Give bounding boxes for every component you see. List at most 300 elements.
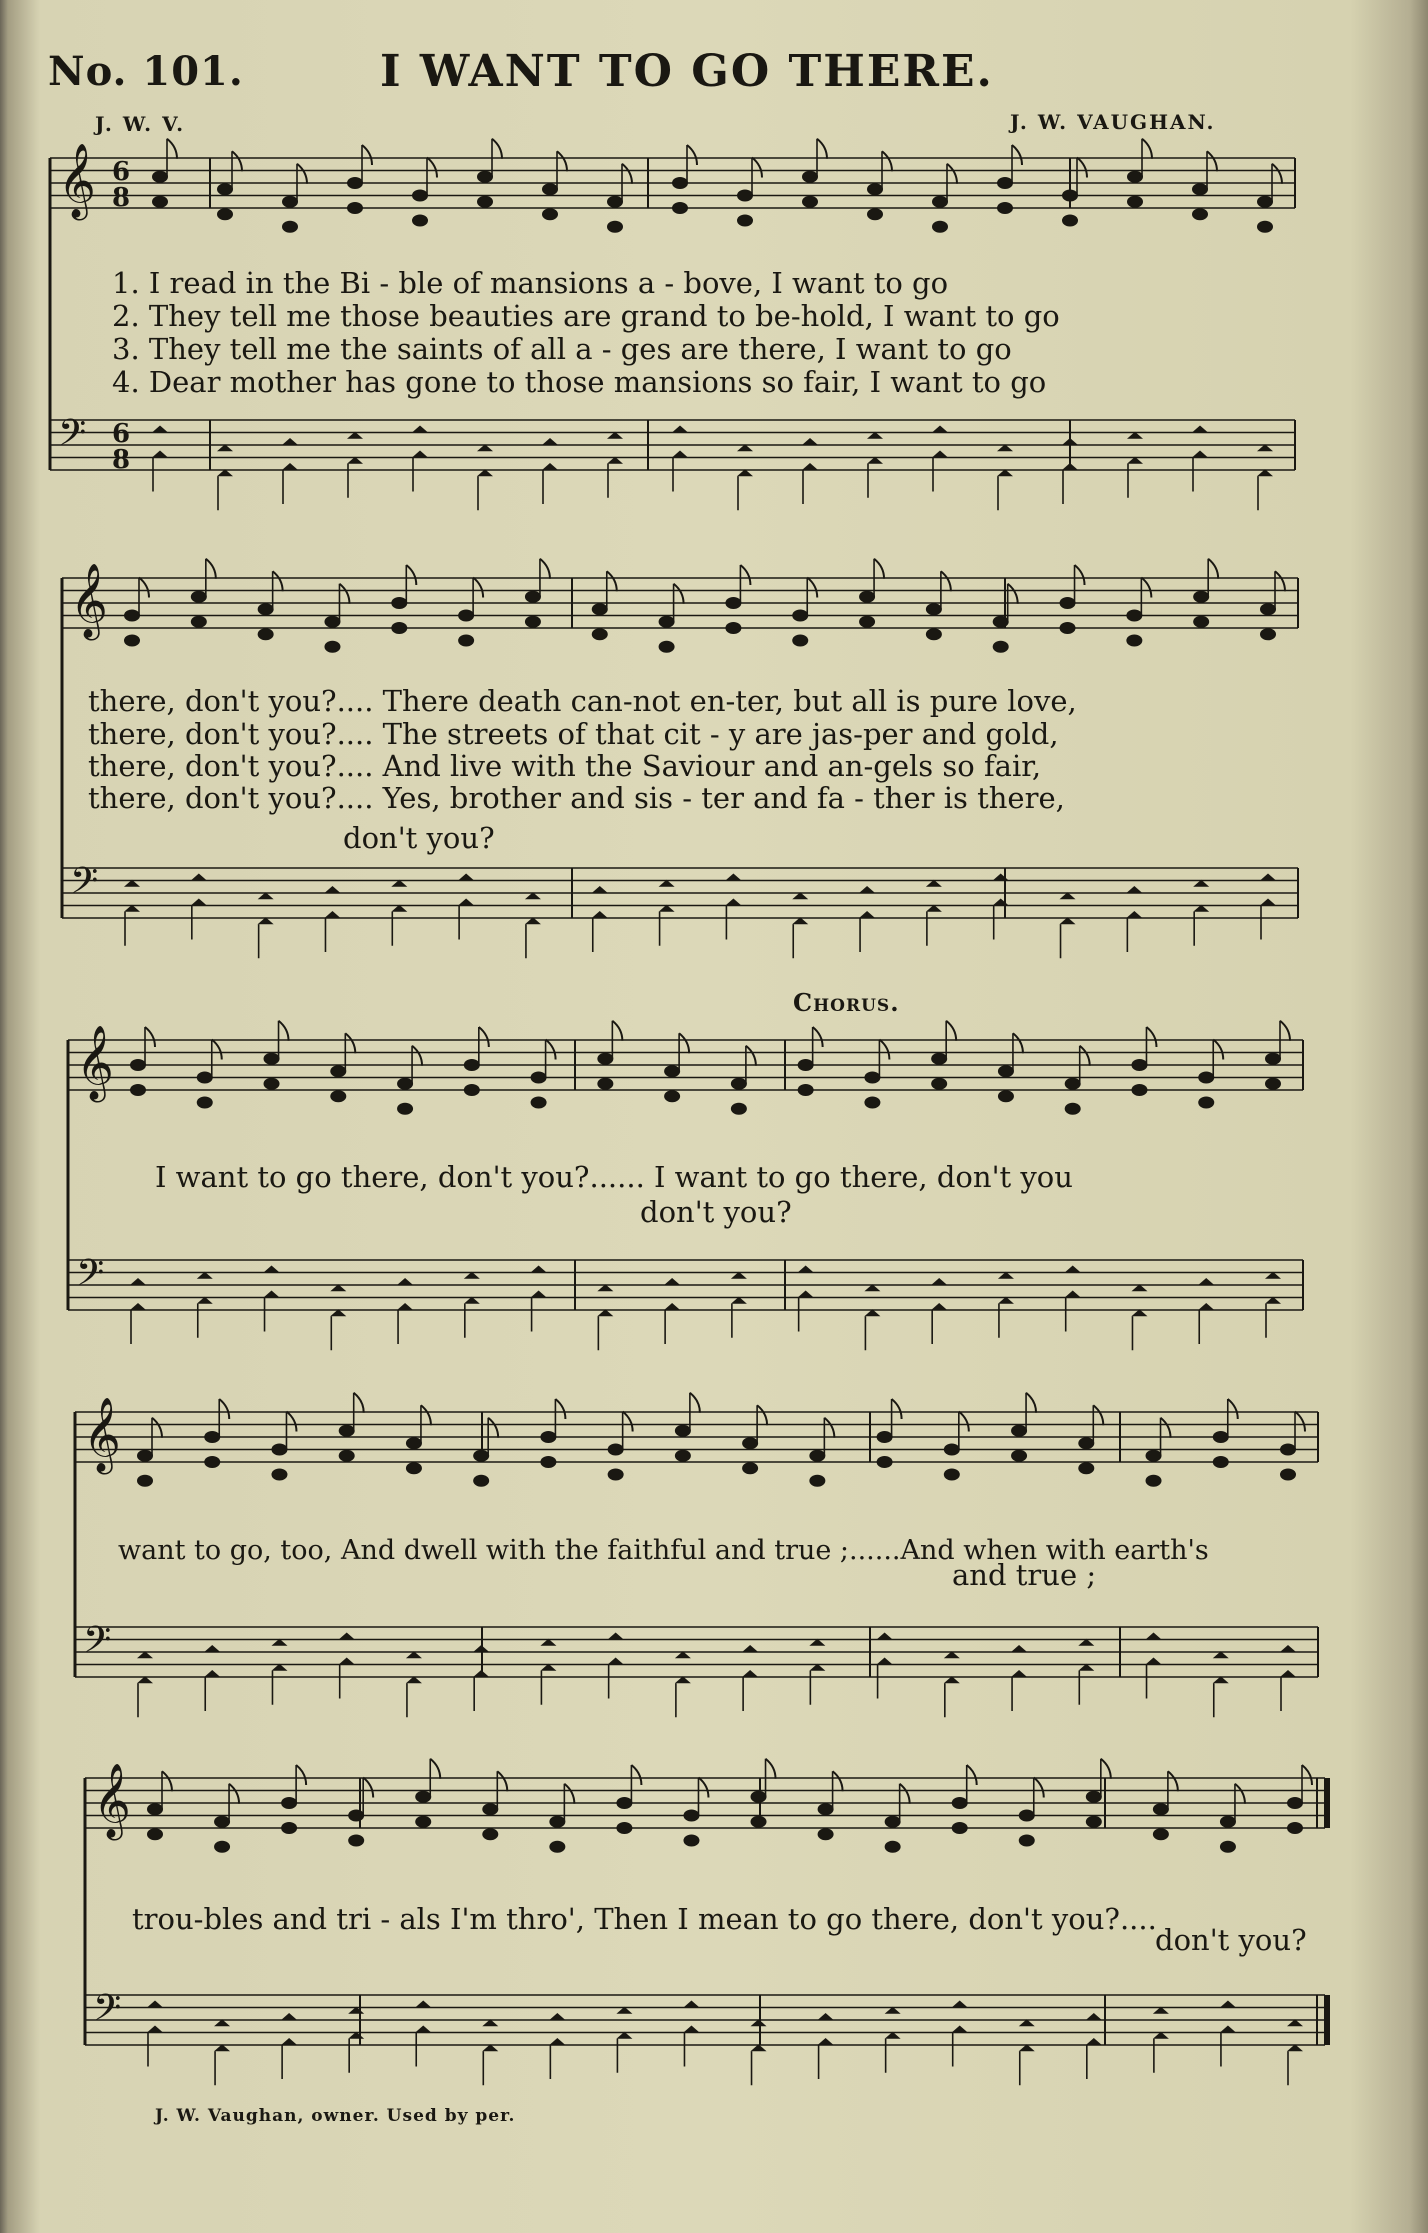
note-head [1257, 221, 1273, 233]
shape-note-head [802, 463, 818, 470]
note-head [549, 1816, 565, 1828]
note-head [742, 1437, 758, 1449]
shape-note-head [859, 886, 875, 893]
note-head [932, 221, 948, 233]
note-head [124, 635, 140, 647]
shape-note-head [932, 426, 948, 433]
note-head [458, 635, 474, 647]
shape-note-head [264, 1266, 280, 1273]
chorus-echo-1: don't you? [640, 1195, 792, 1229]
verse-2-line: 2. They tell me those beauties are grand to be-hold, I want to go [112, 299, 1060, 333]
note-head [415, 1791, 431, 1803]
note-flag [297, 164, 307, 184]
treble-clef-icon: 𝄞 [83, 1398, 121, 1472]
note-head [592, 603, 608, 615]
time-signature-bottom: 8 [112, 183, 131, 213]
note-head [1220, 1841, 1236, 1853]
note-head [731, 1078, 747, 1090]
chorus-echo-2: and true ; [952, 1558, 1097, 1592]
note-head [616, 1797, 632, 1809]
note-head [339, 1425, 355, 1437]
note-head [281, 1797, 297, 1809]
note-head [1086, 1791, 1102, 1803]
shape-note-head [798, 1291, 814, 1298]
note-flag [674, 584, 684, 604]
note-flag [874, 559, 884, 579]
bass-clef-icon: 𝄢 [93, 1987, 122, 2038]
shape-note-head [204, 1645, 220, 1652]
note-head [993, 641, 1009, 653]
note-head [531, 1097, 547, 1109]
note-head [271, 1444, 287, 1456]
note-flag [1207, 151, 1217, 171]
verse-1-line: 1. I read in the Bi - ble of mansions a - bove, I want to go [112, 266, 949, 300]
shape-note-head [952, 2026, 968, 2033]
note-flag [1080, 1046, 1090, 1066]
note-flag [427, 158, 437, 178]
note-head [672, 202, 688, 214]
note-head [802, 171, 818, 183]
shape-note-head [130, 1278, 146, 1285]
note-head [1019, 1810, 1035, 1822]
time-signature-top: 6 [112, 157, 131, 187]
shape-note-head [742, 1645, 758, 1652]
note-head [258, 603, 274, 615]
note-head [664, 1090, 680, 1102]
note-head [1213, 1456, 1229, 1468]
note-flag [687, 145, 697, 165]
note-flag [1008, 584, 1018, 604]
shape-note-head [683, 2001, 699, 2008]
note-head [473, 1450, 489, 1462]
note-flag [1161, 1418, 1171, 1438]
note-head [1198, 1072, 1214, 1084]
note-flag [612, 1021, 622, 1041]
shape-note-head [931, 1278, 947, 1285]
note-head [1198, 1097, 1214, 1109]
copyright-note: J. W. Vaughan, owner. Used by per. [155, 2106, 516, 2126]
note-head [324, 616, 340, 628]
note-head [540, 1456, 556, 1468]
note-head [330, 1090, 346, 1102]
note-head [864, 1097, 880, 1109]
note-flag [206, 559, 216, 579]
note-flag [279, 1021, 289, 1041]
hymn-number: No. 101. [48, 48, 244, 95]
shape-note-head [152, 426, 168, 433]
note-flag [354, 1393, 364, 1413]
note-head [792, 635, 808, 647]
note-head [124, 610, 140, 622]
note-head [264, 1078, 280, 1090]
shape-note-head [1220, 2001, 1236, 2008]
note-head [482, 1803, 498, 1815]
note-head [1220, 1816, 1236, 1828]
note-head [1265, 1053, 1281, 1065]
note-head [348, 1835, 364, 1847]
note-flag [152, 1418, 162, 1438]
note-head [597, 1078, 613, 1090]
note-head [1193, 616, 1209, 628]
note-flag [1034, 1778, 1044, 1798]
note-head [1065, 1078, 1081, 1090]
note-flag [546, 1040, 556, 1060]
note-flag [757, 1405, 767, 1425]
note-head [659, 641, 675, 653]
shape-note-head [608, 1633, 624, 1640]
note-head [792, 610, 808, 622]
note-head [1060, 597, 1076, 609]
shape-note-head [1260, 874, 1276, 881]
shape-note-head [549, 2038, 565, 2045]
note-head [683, 1835, 699, 1847]
shape-note-head [264, 1291, 280, 1298]
note-head [464, 1059, 480, 1071]
note-head [725, 622, 741, 634]
note-head [683, 1810, 699, 1822]
note-flag [1026, 1393, 1036, 1413]
note-flag [219, 1399, 229, 1419]
note-flag [1101, 1759, 1111, 1779]
shape-note-head [397, 1278, 413, 1285]
note-head [482, 1828, 498, 1840]
note-head [616, 1822, 632, 1834]
shape-note-head [324, 886, 340, 893]
note-head [672, 177, 688, 189]
note-head [264, 1053, 280, 1065]
note-head [458, 610, 474, 622]
note-flag [145, 1027, 155, 1047]
note-flag [492, 139, 502, 159]
note-head [864, 1072, 880, 1084]
note-head [1213, 1431, 1229, 1443]
note-head [152, 171, 168, 183]
verse-1-line-2: there, don't you?.... There death can-not en-ter, but all is pure love, [88, 684, 1077, 718]
note-flag [1228, 1399, 1238, 1419]
note-flag [1075, 565, 1085, 585]
lyricist-credit: J. W. V. [95, 112, 186, 136]
note-head [809, 1475, 825, 1487]
note-head [473, 1475, 489, 1487]
note-head [664, 1065, 680, 1077]
note-head [1257, 196, 1273, 208]
note-head [147, 1828, 163, 1840]
note-head [742, 1462, 758, 1474]
time-signature-top: 6 [112, 419, 131, 449]
note-head [737, 190, 753, 202]
note-head [282, 196, 298, 208]
note-head [675, 1450, 691, 1462]
note-head [1193, 591, 1209, 603]
note-head [1287, 1797, 1303, 1809]
note-flag [623, 1412, 633, 1432]
note-flag [1275, 571, 1285, 591]
note-head [607, 196, 623, 208]
shape-note-head [1126, 886, 1142, 893]
note-head [347, 202, 363, 214]
shape-note-head [818, 2013, 834, 2020]
shape-note-head [818, 2038, 834, 2045]
shape-note-head [592, 911, 608, 918]
note-head [412, 190, 428, 202]
shape-note-head [204, 1670, 220, 1677]
shape-note-head [664, 1278, 680, 1285]
chorus-line-2: want to go, too, And dwell with the faithful and true ;......And when with earth's [118, 1535, 1209, 1566]
note-head [1062, 215, 1078, 227]
note-head [137, 1475, 153, 1487]
note-head [204, 1431, 220, 1443]
shape-note-head [1062, 463, 1078, 470]
note-head [1060, 622, 1076, 634]
note-head [397, 1078, 413, 1090]
note-head [1131, 1059, 1147, 1071]
shape-note-head [993, 899, 1009, 906]
shape-note-head [952, 2001, 968, 2008]
note-flag [557, 151, 567, 171]
note-flag [1146, 1027, 1156, 1047]
note-head [867, 183, 883, 195]
verse-4-line: 4. Dear mother has gone to those mansions so fair, I want to go [112, 365, 1047, 399]
note-head [885, 1816, 901, 1828]
shape-note-head [1011, 1645, 1027, 1652]
note-flag [1142, 139, 1152, 159]
shape-note-head [592, 886, 608, 893]
note-head [1146, 1450, 1162, 1462]
bass-clef-icon: 𝄢 [76, 1252, 105, 1303]
note-flag [892, 1399, 902, 1419]
shape-note-head [742, 1670, 758, 1677]
note-head [1131, 1084, 1147, 1096]
verse-3-line-2: there, don't you?.... And live with the Saviour and an-gels so fair, [88, 749, 1042, 783]
note-head [477, 196, 493, 208]
chorus-line-3: trou-bles and tri - als I'm thro', Then I mean to go there, don't you?.... [132, 1902, 1157, 1936]
shape-note-head [1062, 438, 1078, 445]
note-flag [941, 571, 951, 591]
note-flag [900, 1784, 910, 1804]
note-flag [1302, 1765, 1312, 1785]
chorus-echo-3: don't you? [1155, 1923, 1307, 1957]
note-head [885, 1841, 901, 1853]
note-head [391, 597, 407, 609]
note-head [926, 603, 942, 615]
note-head [525, 616, 541, 628]
note-head [867, 208, 883, 220]
note-head [998, 1065, 1014, 1077]
note-head [415, 1816, 431, 1828]
shape-note-head [458, 874, 474, 881]
note-head [531, 1072, 547, 1084]
treble-clef-icon: 𝄞 [76, 1026, 114, 1100]
note-flag [607, 571, 617, 591]
shape-note-head [191, 874, 207, 881]
note-flag [1141, 578, 1151, 598]
composer-credit: J. W. VAUGHAN. [1010, 110, 1216, 134]
note-head [130, 1084, 146, 1096]
note-head [798, 1059, 814, 1071]
note-flag [1208, 559, 1218, 579]
shape-note-head [725, 874, 741, 881]
shape-note-head [802, 438, 818, 445]
shape-note-head [147, 2001, 163, 2008]
note-head [391, 622, 407, 634]
shape-note-head [725, 899, 741, 906]
note-flag [1213, 1040, 1223, 1060]
note-head [147, 1803, 163, 1815]
note-flag [947, 164, 957, 184]
note-head [217, 208, 233, 220]
note-head [818, 1828, 834, 1840]
note-head [944, 1469, 960, 1481]
note-head [952, 1822, 968, 1834]
note-flag [946, 1021, 956, 1041]
note-head [406, 1437, 422, 1449]
note-head [348, 1810, 364, 1822]
shape-note-head [130, 1303, 146, 1310]
note-flag [752, 158, 762, 178]
note-flag [807, 578, 817, 598]
note-flag [232, 151, 242, 171]
note-flag [824, 1418, 834, 1438]
note-head [1126, 610, 1142, 622]
note-head [197, 1097, 213, 1109]
note-head [1086, 1816, 1102, 1828]
shape-note-head [1260, 899, 1276, 906]
shape-note-head [458, 899, 474, 906]
note-flag [622, 164, 632, 184]
shape-note-head [412, 451, 428, 458]
note-head [952, 1797, 968, 1809]
note-flag [690, 1393, 700, 1413]
note-head [542, 208, 558, 220]
note-head [926, 628, 942, 640]
chorus-label: Chorus. [793, 988, 900, 1017]
note-flag [813, 1027, 823, 1047]
note-head [347, 177, 363, 189]
note-flag [362, 145, 372, 165]
note-head [191, 616, 207, 628]
note-flag [139, 578, 149, 598]
shape-note-head [549, 2013, 565, 2020]
note-head [130, 1059, 146, 1071]
note-head [271, 1469, 287, 1481]
shape-note-head [993, 874, 1009, 881]
shape-note-head [1065, 1266, 1081, 1273]
shape-note-head [798, 1266, 814, 1273]
note-head [1065, 1103, 1081, 1115]
note-head [997, 202, 1013, 214]
note-head [877, 1431, 893, 1443]
shape-note-head [191, 899, 207, 906]
note-head [932, 196, 948, 208]
shape-note-head [1192, 426, 1208, 433]
note-flag [363, 1778, 373, 1798]
note-head [931, 1078, 947, 1090]
note-head [659, 616, 675, 628]
note-flag [833, 1771, 843, 1791]
note-head [998, 1090, 1014, 1102]
note-head [339, 1450, 355, 1462]
note-flag [766, 1759, 776, 1779]
shape-note-head [1280, 1645, 1296, 1652]
note-flag [879, 1040, 889, 1060]
shape-note-head [281, 2038, 297, 2045]
note-head [859, 591, 875, 603]
shape-note-head [1086, 2013, 1102, 2020]
note-head [197, 1072, 213, 1084]
note-head [1280, 1444, 1296, 1456]
shape-note-head [531, 1291, 547, 1298]
shape-note-head [339, 1658, 355, 1665]
note-head [1011, 1450, 1027, 1462]
note-head [217, 183, 233, 195]
note-head [1078, 1462, 1094, 1474]
shape-note-head [473, 1645, 489, 1652]
shape-note-head [1198, 1303, 1214, 1310]
shape-note-head [542, 438, 558, 445]
note-flag [273, 571, 283, 591]
note-head [592, 628, 608, 640]
shape-note-head [397, 1303, 413, 1310]
hymn-title: I WANT TO GO THERE. [380, 46, 994, 97]
note-flag [286, 1412, 296, 1432]
shape-note-head [324, 911, 340, 918]
shape-note-head [1220, 2026, 1236, 2033]
note-flag [1168, 1771, 1178, 1791]
note-head [1011, 1425, 1027, 1437]
treble-clef-icon: 𝄞 [58, 144, 96, 218]
note-flag [406, 565, 416, 585]
note-flag [967, 1765, 977, 1785]
bass-clef-icon: 𝄢 [58, 412, 87, 463]
treble-clef-icon: 𝄞 [93, 1764, 131, 1838]
shape-note-head [339, 1633, 355, 1640]
note-head [751, 1791, 767, 1803]
note-flag [882, 151, 892, 171]
note-head [258, 628, 274, 640]
note-head [725, 597, 741, 609]
note-flag [212, 1040, 222, 1060]
shape-note-head [672, 451, 688, 458]
shape-note-head [412, 426, 428, 433]
note-head [1153, 1828, 1169, 1840]
note-head [540, 1431, 556, 1443]
note-head [137, 1450, 153, 1462]
note-head [818, 1803, 834, 1815]
note-flag [817, 139, 827, 159]
note-flag [229, 1784, 239, 1804]
verse-4-line-2: there, don't you?.... Yes, brother and sis - ter and fa - ther is there, [88, 781, 1065, 815]
note-flag [1272, 164, 1282, 184]
shape-note-head [1086, 2038, 1102, 2045]
shape-note-head [542, 463, 558, 470]
verse-3-line: 3. They tell me the saints of all a - ges are there, I want to go [112, 332, 1012, 366]
note-head [608, 1444, 624, 1456]
note-flag [497, 1771, 507, 1791]
note-flag [555, 1399, 565, 1419]
note-head [464, 1084, 480, 1096]
note-flag [412, 1046, 422, 1066]
note-flag [564, 1784, 574, 1804]
note-head [1062, 190, 1078, 202]
note-head [412, 215, 428, 227]
note-head [859, 616, 875, 628]
note-flag [959, 1412, 969, 1432]
shape-note-head [147, 2026, 163, 2033]
note-head [204, 1456, 220, 1468]
shape-note-head [281, 2013, 297, 2020]
note-head [152, 196, 168, 208]
note-head [802, 196, 818, 208]
